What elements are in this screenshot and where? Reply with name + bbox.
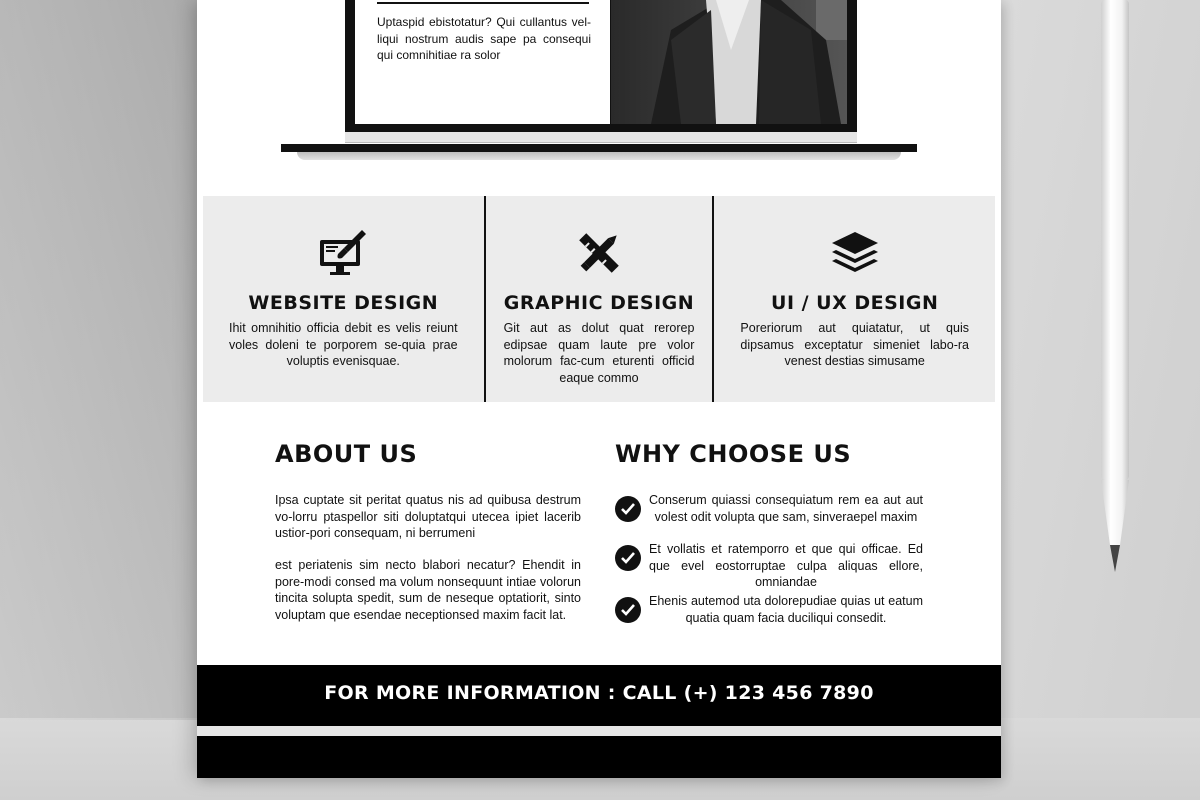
monitor-brush-icon (318, 228, 368, 278)
why-item-text: Et vollatis et ratemporro et que qui officae. Ed que evel eostorruptae culpa aliquas ellore, omniandae (649, 542, 923, 589)
stylus-pencil (1098, 0, 1132, 575)
checkmark-icon (615, 545, 641, 571)
businessman-photo (611, 0, 847, 124)
layers-icon (830, 228, 880, 278)
about-paragraph: est periatenis sim necto blabori necatur? Ehendit in pore-modi consed ma volum nonsequunt intiae volorun tincita solupta spedit, sum de neseque optatiorit, sinto voluptam que esendae neceptionsed maxim facit lat. (275, 558, 581, 622)
services-section (203, 196, 995, 402)
service-ui-ux-design (714, 196, 995, 402)
service-graphic-design (486, 196, 713, 402)
why-list-item (615, 492, 925, 528)
checkmark-icon (615, 496, 641, 522)
wall-shadow (0, 0, 197, 720)
service-website-design (203, 196, 484, 402)
checkmark-icon (615, 597, 641, 623)
portrait-photo (611, 0, 847, 124)
why-item-text: Conserum quiassi consequiatum rem ea aut aut volest odit volupta que sam, sinveraepel maxim (649, 493, 923, 524)
service-description: Porerioru​m aut quiatatur, ut quis dipsamus exceptatur simeniet labo-ra venest destias simusame (740, 321, 969, 368)
why-title: WHY CHOOSE US (615, 440, 852, 468)
laptop-base (281, 144, 917, 152)
laptop-mockup (281, 0, 917, 165)
footer-banner (197, 665, 1001, 726)
service-title: UI / UX DESIGN (771, 292, 939, 314)
contact-cta: FOR MORE INFORMATION : CALL (+) 123 456 7890 (324, 682, 874, 704)
intro-text: Uptaspid ebistotatur? Qui cullantus vel-liqui nostrum audis sape pa consequi qui comnihitiae ra solor (377, 15, 591, 62)
why-list-item (615, 593, 925, 629)
about-title: ABOUT US (275, 440, 418, 468)
laptop-base-lip (297, 152, 901, 160)
about-paragraph: Ipsa cuptate sit peritat quatus nis ad quibusa destrum vo-lorru ptaspellor siti doluptatqui utecea ipiet lacerib ustior-pori consequam, ni berrumeni (275, 493, 581, 540)
laptop-screen-text-panel (355, 0, 610, 124)
why-item-text: Ehenis autemod uta dolorepudiae quias ut eatum quatia quam facia duciliqui consedit. (649, 594, 923, 625)
service-description: Git aut as dolut quat rerorep edipsae quam laute pre volor molorum fac-cum eturenti officid eaque commo (503, 321, 695, 385)
why-list-item (615, 541, 925, 589)
laptop-hinge (345, 132, 857, 143)
divider (377, 2, 589, 4)
service-description: Ihit omnihitio officia debit es velis reiunt voles doleni te porporem se-quia prae voluptis evenisquae. (229, 321, 458, 368)
service-title: WEBSITE DESIGN (248, 292, 439, 314)
footer-divider (197, 726, 1001, 736)
footer-bottom-bar (197, 736, 1001, 778)
flyer-page (197, 0, 1001, 778)
service-title: GRAPHIC DESIGN (503, 292, 695, 314)
pencil-ruler-icon (574, 228, 624, 278)
